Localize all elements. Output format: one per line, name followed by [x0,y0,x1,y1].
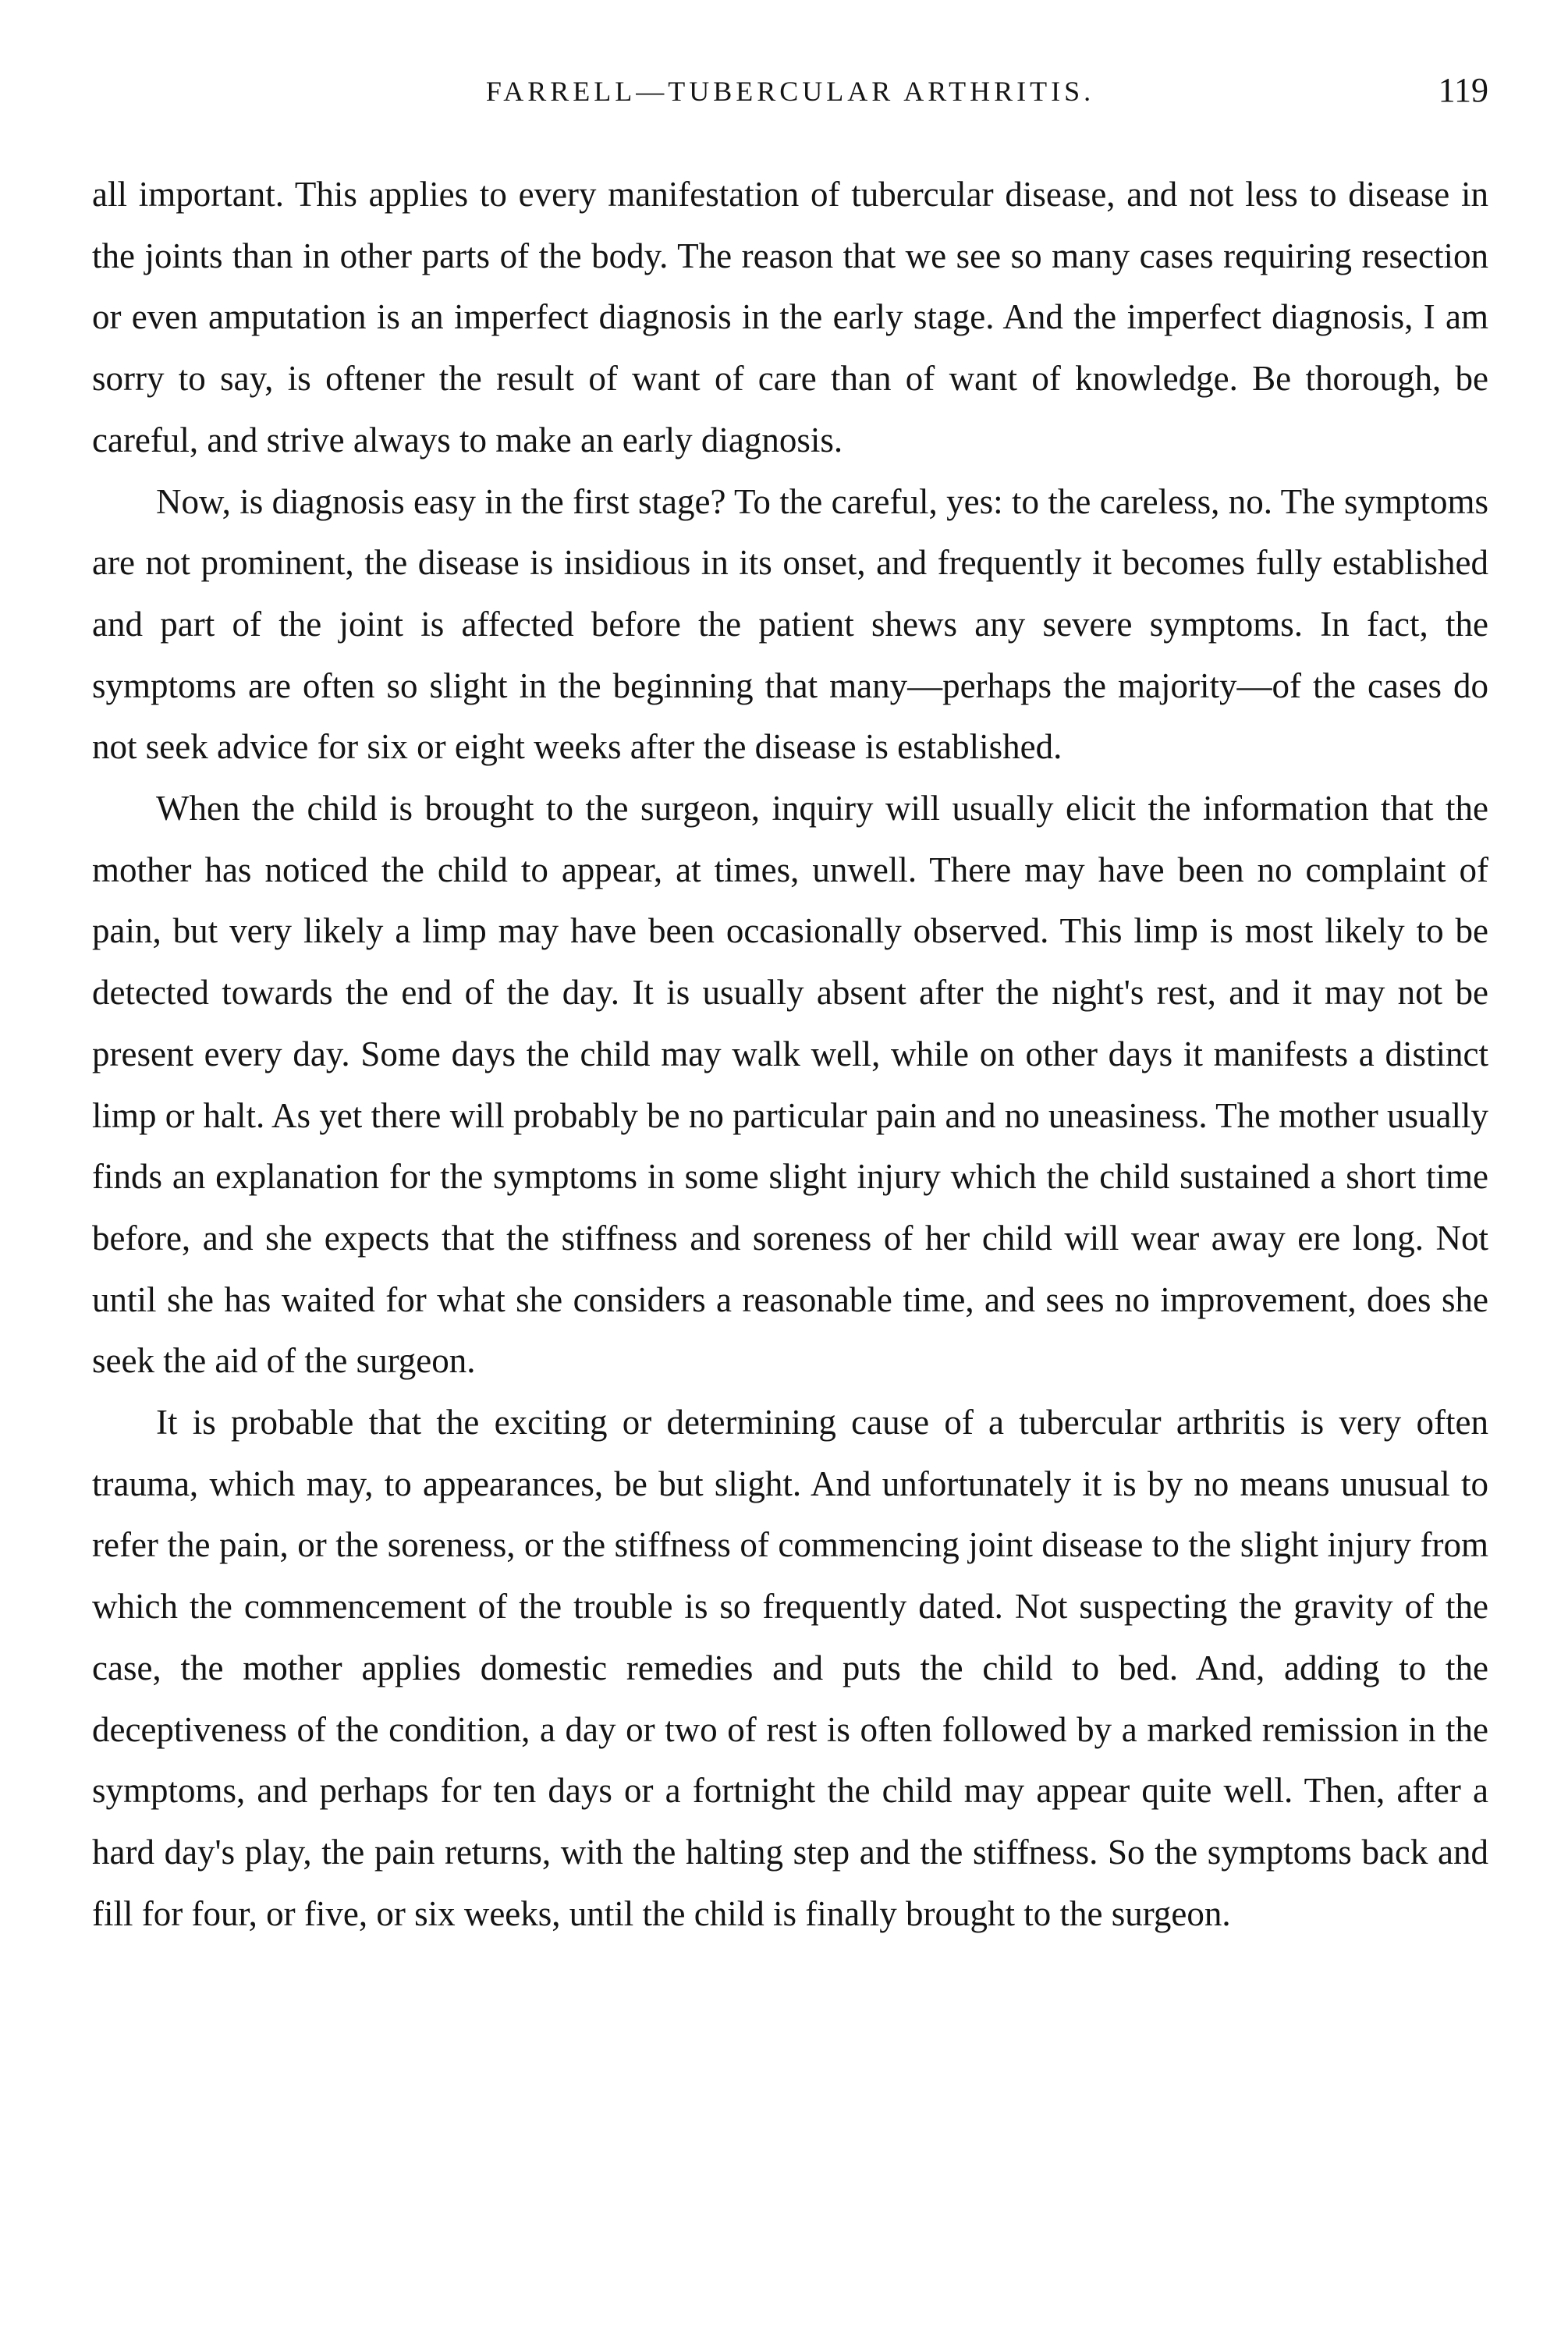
running-head [92,71,1488,130]
body-text [92,164,1488,2325]
paragraph-diagnosis-first-stage: Now, is diagnosis easy in the first stage? To the careful, yes: to the careless, no. The symptoms are not prominent, the disease is insidious in its onset, and frequently it becomes fully established and part of the joint is affected before the patient shews any severe symptoms. In fact, the symptoms are often so slight in the beginning that many—perhaps the majority—of the cases do not seek advice for six or eight weeks after the disease is established. [92,481,1488,767]
paragraph-continued: all important. This applies to every manifestation of tubercular disease, and not less to disease in the joints than in other parts of the body. The reason that we see so many cases requiring resection or even amputation is an imperfect diagnosis in the early stage. And the imperfect diagnosis, I am sorry to say, is oftener the result of want of care than of want of knowledge. Be thorough, be careful, and strive always to make an early diagnosis. [92,175,1488,460]
page-number: 119 [1438,71,1488,109]
paragraph-child-brought-to-surgeon: When the child is brought to the surgeon, inquiry will usually elicit the information that the mother has noticed the child to appear, at times, unwell. There may have been no complaint of pain, but very likely a limp may have been occasionally observed. This limp is most likely to be detected towards the end of the day. It is usually absent after the night's rest, and it may not be present every day. Some days the child may walk well, while on other days it manifests a distinct limp or halt. As yet there will probably be no particular pain and no uneasiness. The mother usually finds an explanation for the symptoms in some slight injury which the child sustained a short time before, and she expects that the stiffness and soreness of her child will wear away ere long. Not until she has waited for what she considers a reasonable time, and sees no improvement, does she seek the aid of the surgeon. [92,789,1489,1381]
paragraph-exciting-cause-trauma: It is probable that the exciting or determining cause of a tubercular arthritis is very often trauma, which may, to appearances, be but slight. And unfortunately it is by no means unusual to refer the pain, or the soreness, or the stiffness of commencing joint disease to the slight injury from which the commencement of the trouble is so frequently dated. Not suspecting the gravity of the case, the mother applies domestic remedies and puts the child to bed. And, adding to the deceptiveness of the condition, a day or two of rest is often followed by a marked remission in the symptoms, and perhaps for ten days or a fortnight the child may appear quite well. Then, after a hard day's play, the pain returns, with the halting step and the stiffness. So the symptoms back and fill for four, or five, or six weeks, until the child is finally brought to the surgeon. [92,1403,1488,1933]
running-title: FARRELL—TUBERCULAR ARTHRITIS. [485,76,1095,107]
